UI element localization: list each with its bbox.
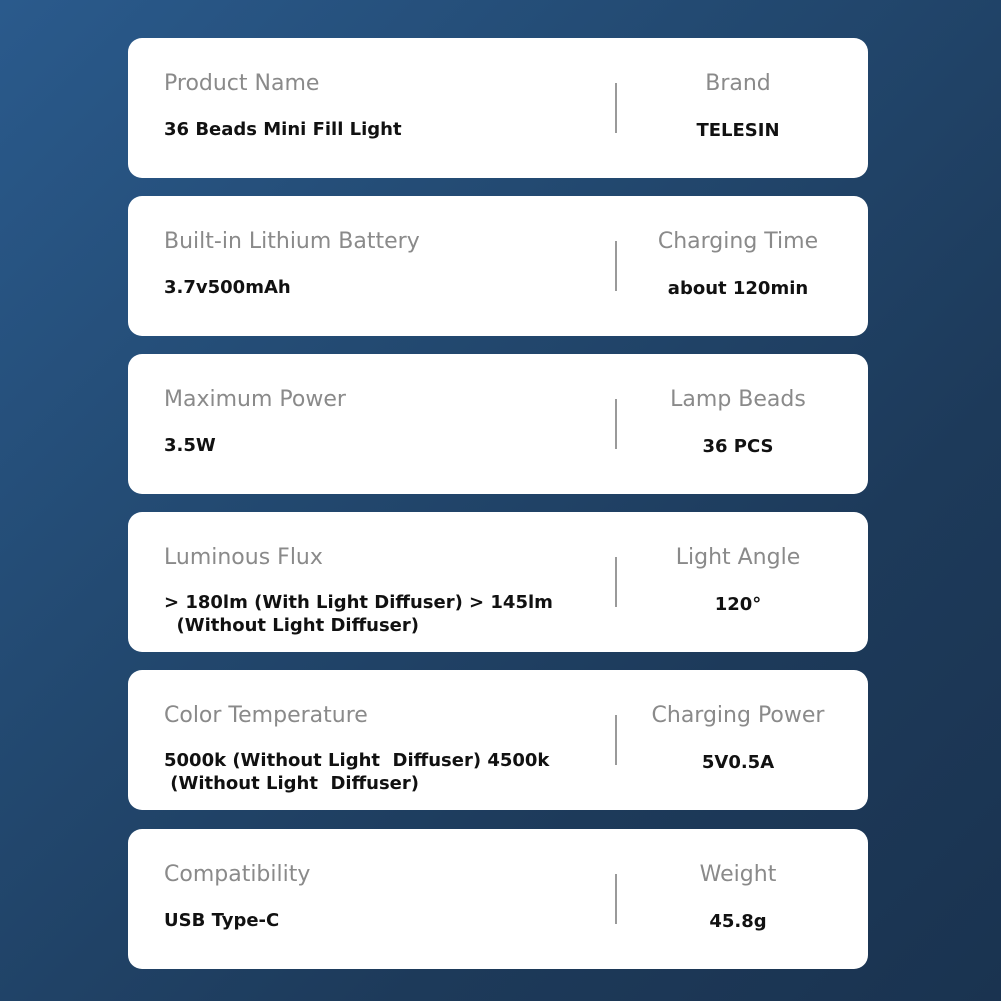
divider xyxy=(615,241,617,291)
spec-right-value: 45.8g xyxy=(709,911,767,932)
spec-value: USB Type-C xyxy=(164,910,280,931)
divider xyxy=(615,399,617,449)
spec-right-label: Lamp Beads xyxy=(670,387,806,412)
spec-value: 3.5W xyxy=(164,435,216,456)
spec-label: Color Temperature xyxy=(164,703,368,728)
spec-value: > 180lm (With Light Diffuser) > 145lm (Without Light Diffuser) xyxy=(164,592,553,636)
spec-right-label: Light Angle xyxy=(675,545,801,570)
spec-right-value: TELESIN xyxy=(696,120,780,141)
spec-card-flux xyxy=(128,512,868,652)
spec-right-value: 5V0.5A xyxy=(701,752,775,773)
spec-right-value: 120° xyxy=(714,594,762,615)
spec-label: Luminous Flux xyxy=(164,545,323,570)
spec-right-label: Brand xyxy=(705,71,771,96)
spec-card-battery xyxy=(128,196,868,336)
divider xyxy=(615,557,617,607)
spec-value: 5000k (Without Light Diffuser) 4500k (Without Light Diffuser) xyxy=(164,750,550,794)
spec-right-label: Weight xyxy=(699,862,777,887)
spec-value: 3.7v500mAh xyxy=(164,277,291,298)
spec-right-value: about 120min xyxy=(667,278,809,299)
spec-right-label: Charging Power xyxy=(651,703,825,728)
spec-label: Product Name xyxy=(164,71,320,96)
spec-value: 36 Beads Mini Fill Light xyxy=(164,119,402,140)
spec-card-product xyxy=(128,38,868,178)
divider xyxy=(615,874,617,924)
spec-card-compatibility xyxy=(128,829,868,969)
spec-label: Maximum Power xyxy=(164,387,346,412)
spec-card-power xyxy=(128,354,868,494)
spec-right-label: Charging Time xyxy=(657,229,819,254)
spec-label: Compatibility xyxy=(164,862,311,887)
divider xyxy=(615,83,617,133)
spec-label: Built-in Lithium Battery xyxy=(164,229,420,254)
spec-card-color-temperature xyxy=(128,670,868,810)
spec-right-value: 36 PCS xyxy=(702,436,774,457)
divider xyxy=(615,715,617,765)
